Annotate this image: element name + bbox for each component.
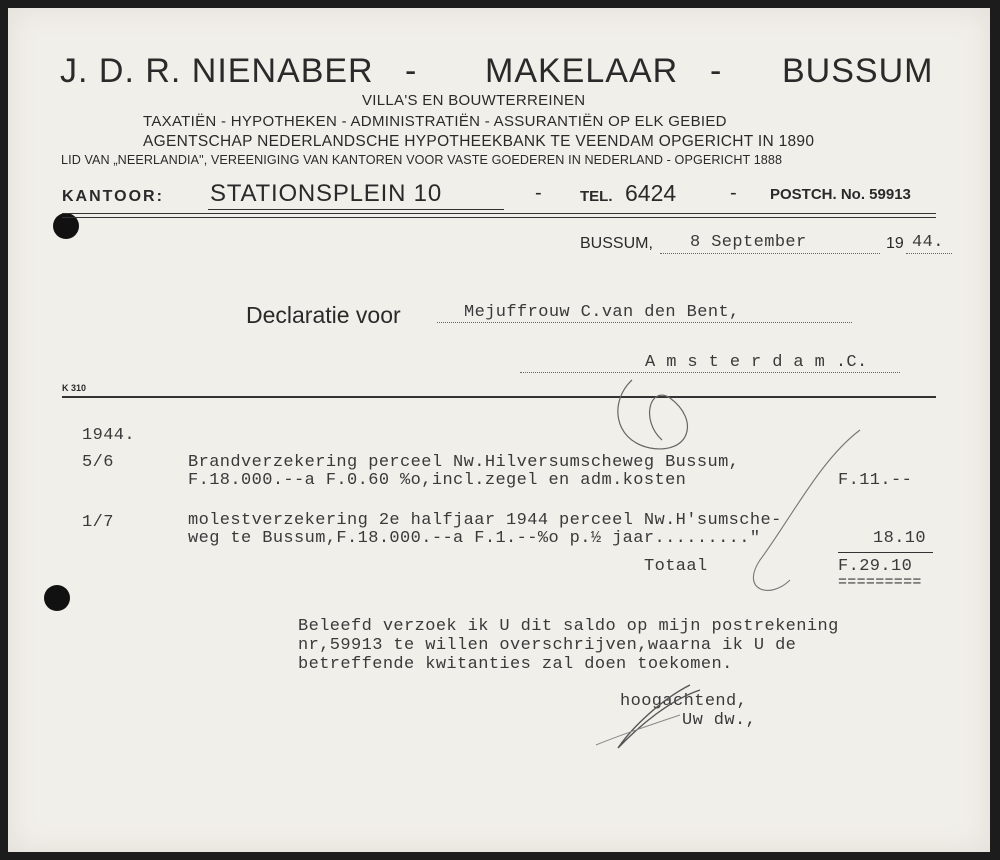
item-1-amount: F.11.-- xyxy=(838,471,913,490)
item-2-line-2: weg te Bussum,F.18.000.--a F.1.--%o p.½ jaar........." xyxy=(188,529,761,548)
total-amount: F.29.10 xyxy=(838,557,913,576)
item-2-line-1: molestverzekering 2e halfjaar 1944 perceel Nw.H'sumsche- xyxy=(188,511,782,530)
tel-label: TEL. xyxy=(580,188,613,205)
letterhead-line-3: AGENTSCHAP NEDERLANDSCHE HYPOTHEEKBANK TE VEENDAM OPGERICHT IN 1890 xyxy=(143,133,815,150)
letterhead-line-1: VILLA'S EN BOUWTERREINEN xyxy=(362,92,586,109)
closing-signoff: Uw dw., xyxy=(682,711,757,730)
firm-name: J. D. R. NIENABER xyxy=(60,52,374,90)
office-address: STATIONSPLEIN 10 xyxy=(210,180,442,207)
title-dash-1: - xyxy=(405,52,418,90)
profession: MAKELAAR xyxy=(485,52,679,90)
body-year: 1944. xyxy=(82,426,136,445)
tel-number: 6424 xyxy=(625,180,677,206)
firm-city: BUSSUM xyxy=(782,52,934,90)
form-code: K 310 xyxy=(62,383,87,393)
letterhead-line-4: LID VAN „NEERLANDIA", VEREENIGING VAN KANTOREN VOOR VASTE GOEDEREN IN NEDERLAND - OPGERICHT 1888 xyxy=(61,153,783,167)
office-dash-1: - xyxy=(535,182,542,204)
item-1-date: 5/6 xyxy=(82,453,114,472)
request-line-3: betreffende kwitanties zal doen toekomen. xyxy=(298,655,733,674)
date-year-prefix: 19 xyxy=(886,235,904,252)
closing-greeting: hoogachtend, xyxy=(620,692,748,711)
item-2-date: 1/7 xyxy=(82,513,114,532)
item-2-amount: 18.10 xyxy=(873,529,927,548)
letterhead-line-2: TAXATIËN - HYPOTHEKEN - ADMINISTRATIËN - ASSURANTIËN OP ELK GEBIED xyxy=(143,113,727,130)
office-dash-2: - xyxy=(730,182,737,204)
request-line-2: nr,59913 te willen overschrijven,waarna ik U de xyxy=(298,636,797,655)
total-label: Totaal xyxy=(644,557,708,576)
postcheque: POSTCH. No. 59913 xyxy=(770,186,911,203)
recipient-name: Mejuffrouw C.van den Bent, xyxy=(464,303,740,322)
office-label: KANTOOR: xyxy=(62,188,164,205)
date-year-suffix: 44. xyxy=(912,233,944,252)
recipient-city: A m s t e r d a m .C. xyxy=(645,353,868,372)
declaration-label: Declaratie voor xyxy=(246,302,401,328)
date-day-month: 8 September xyxy=(690,233,807,252)
item-1-line-2: F.18.000.--a F.0.60 %o,incl.zegel en adm.kosten xyxy=(188,471,687,490)
total-double-rule: ========= xyxy=(838,574,922,591)
item-1-line-1: Brandverzekering perceel Nw.Hilversumscheweg Bussum, xyxy=(188,453,740,472)
date-place: BUSSUM, xyxy=(580,235,653,252)
title-dash-2: - xyxy=(710,52,723,90)
request-line-1: Beleefd verzoek ik U dit saldo op mijn postrekening xyxy=(298,617,839,636)
